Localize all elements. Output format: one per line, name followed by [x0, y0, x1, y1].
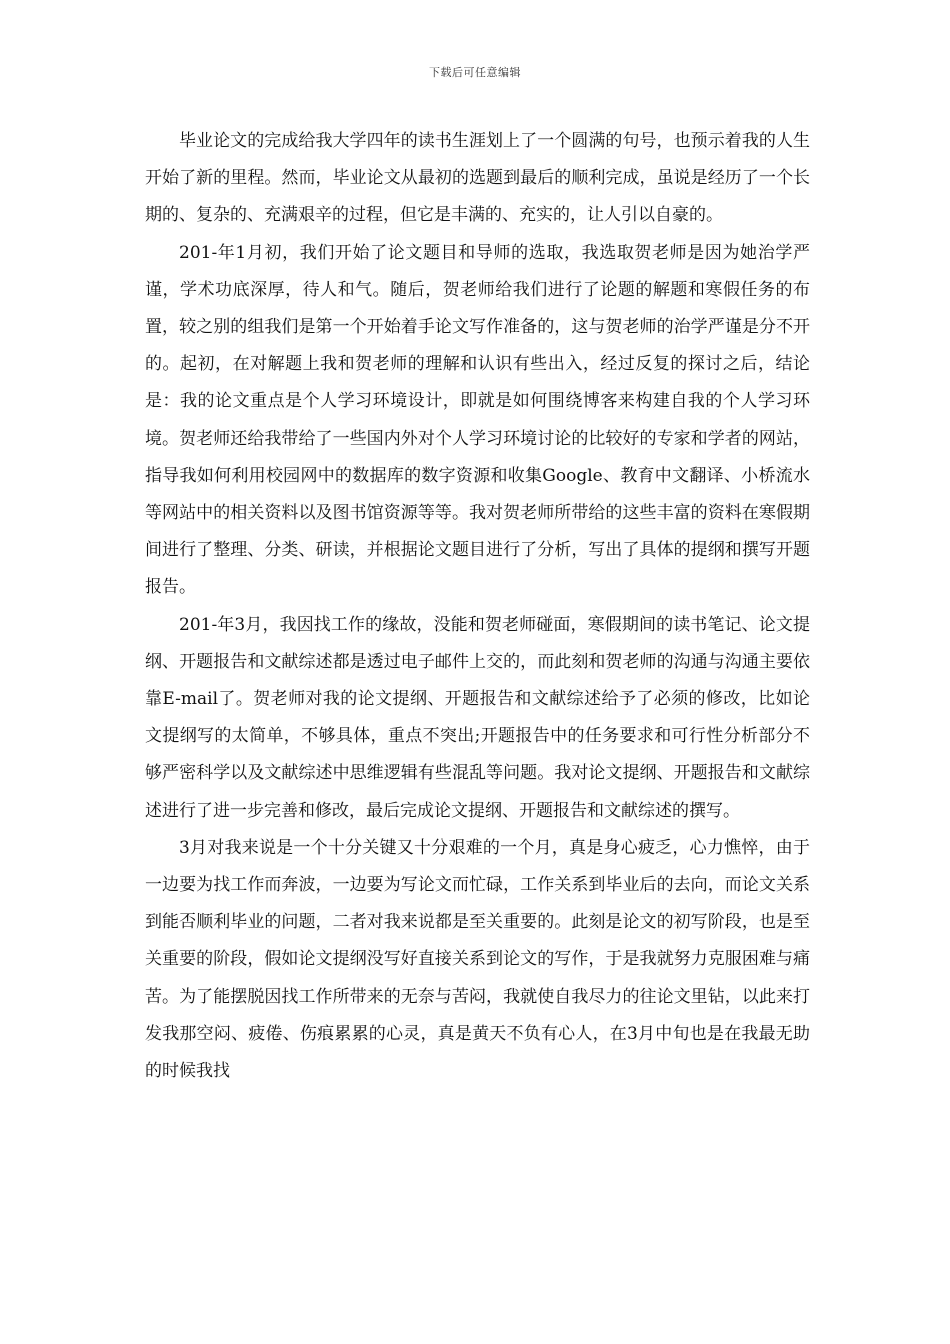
paragraph-3: 201-年3月，我因找工作的缘故，没能和贺老师碰面，寒假期间的读书笔记、论文提纲、开题报告和文献综述都是透过电子邮件上交的，而此刻和贺老师的沟通与沟通主要依靠E-mail了。贺老师对我的论文提纲、开题报告和文献综述给予了必须的修改，比如论文提纲写的太简单，不够具体，重点不突出;开题报告中的任务要求和可行性分析部分不够严密科学以及文献综述中思维逻辑有些混乱等问题。我对论文提纲、开题报告和文献综述进行了进一步完善和修改，最后完成论文提纲、开题报告和文献综述的撰写。 [145, 614, 810, 821]
page-header: 下载后可任意编辑 [429, 66, 521, 79]
paragraph-2: 201-年1月初，我们开始了论文题目和导师的选取，我选取贺老师是因为她治学严谨，学术功底深厚，待人和气。随后，贺老师给我们进行了论题的解题和寒假任务的布置，较之别的组我们是第一个开始着手论文写作准备的，这与贺老师的治学严谨是分不开的。起初，在对解题上我和贺老师的理解和认识有些出入，经过反复的探讨之后，结论是：我的论文重点是个人学习环境设计，即就是如何围绕博客来构建自我的个人学习环境。贺老师还给我带给了一些国内外对个人学习环境讨论的比较好的专家和学者的网站，指导我如何利用校园网中的数据库的数字资源和收集Google、教育中文翻译、小桥流水等网站中的相关资料以及图书馆资源等等。我对贺老师所带给的这些丰富的资料在寒假期间进行了整理、分类、研读，并根据论文题目进行了分析，写出了具体的提纲和撰写开题报告。 [145, 242, 810, 598]
document-body [145, 123, 810, 1090]
paragraph-4: 3月对我来说是一个十分关键又十分艰难的一个月，真是身心疲乏，心力憔悴，由于一边要为找工作而奔波，一边要为写论文而忙碌，工作关系到毕业后的去向，而论文关系到能否顺利毕业的问题，二者对我来说都是至关重要的。此刻是论文的初写阶段，也是至关重要的阶段，假如论文提纲没写好直接关系到论文的写作，于是我就努力克服困难与痛苦。为了能摆脱因找工作所带来的无奈与苦闷，我就使自我尽力的往论文里钻，以此来打发我那空闷、疲倦、伤痕累累的心灵，真是黄天不负有心人，在3月中旬也是在我最无助的时候我找 [145, 837, 810, 1082]
paragraph-1: 毕业论文的完成给我大学四年的读书生涯划上了一个圆满的句号，也预示着我的人生开始了新的里程。然而，毕业论文从最初的选题到最后的顺利完成，虽说是经历了一个长期的、复杂的、充满艰辛的过程，但它是丰满的、充实的，让人引以自豪的。 [145, 131, 810, 226]
